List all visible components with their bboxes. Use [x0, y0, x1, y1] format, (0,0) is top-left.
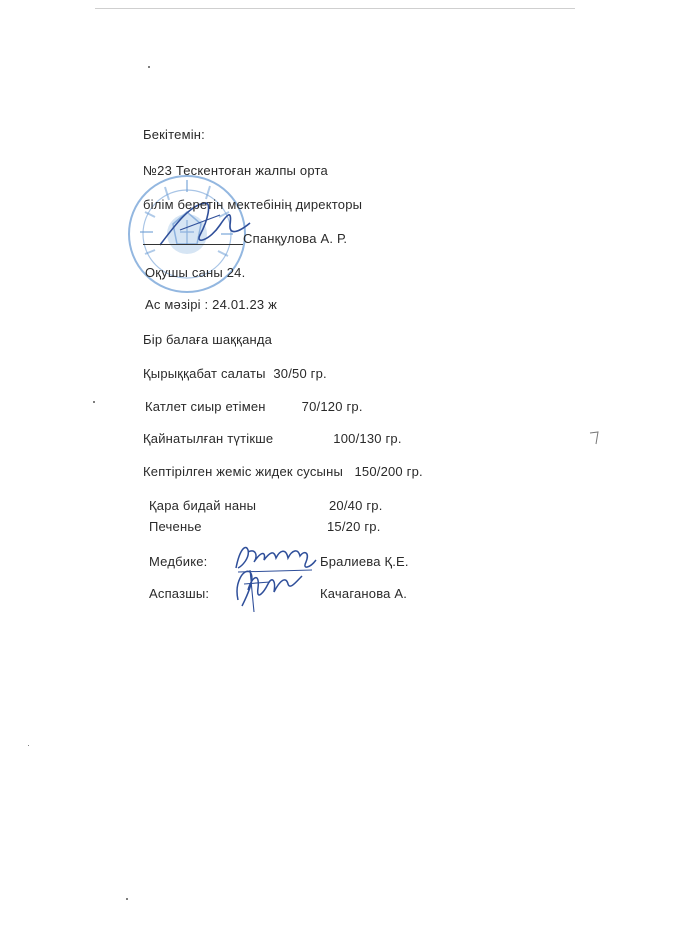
nurse-label: Медбике:: [149, 554, 208, 569]
director-name: Спанқулова А. Р.: [243, 231, 348, 246]
cook-name: Качаганова А.: [320, 586, 408, 601]
menu-item-name: Катлет сиыр етімен: [145, 399, 266, 414]
menu-item-name: Кептірілген жеміс жидек сусыны: [143, 464, 344, 479]
scan-dot: [148, 66, 150, 68]
school-line-2: білім беретін мектебінің директоры: [143, 197, 363, 212]
scan-dot: [28, 745, 29, 746]
menu-item: [143, 431, 402, 446]
menu-item: [149, 519, 381, 534]
menu-item-portion: 70/120 гр.: [301, 399, 363, 414]
director-line: [143, 231, 347, 246]
menu-item-name: Печенье: [149, 519, 202, 534]
menu-item-name: Қырыққабат салаты: [143, 366, 266, 381]
menu-item: [143, 464, 423, 479]
menu-item-portion: 150/200 гр.: [354, 464, 423, 479]
per-child-label: Бір балаға шаққанда: [143, 332, 273, 347]
scan-mark-icon: [588, 430, 602, 446]
scan-dot: [126, 898, 128, 900]
scan-dot: [93, 401, 95, 403]
signature-blank: [143, 244, 243, 245]
menu-date: Ас мәзірі : 24.01.23 ж: [145, 297, 278, 312]
menu-item-portion: 15/20 гр.: [327, 519, 381, 534]
cook-signature-icon: [230, 562, 310, 618]
menu-item-portion: 20/40 гр.: [329, 498, 383, 513]
cook-label: Аспазшы:: [149, 586, 210, 601]
approve-label: Бекітемін:: [143, 127, 205, 142]
menu-item-name: Қара бидай наны: [149, 498, 257, 513]
school-line-1: №23 Тескентоған жалпы орта: [143, 163, 328, 178]
menu-item-portion: 100/130 гр.: [333, 431, 402, 446]
menu-item: [143, 366, 327, 381]
nurse-name: Бралиева Қ.Е.: [320, 554, 409, 569]
students-count: Оқушы саны 24.: [145, 265, 246, 280]
top-edge-line: [95, 8, 575, 9]
menu-item: [145, 399, 363, 414]
menu-item-name: Қайнатылған түтікше: [143, 431, 274, 446]
menu-item-portion: 30/50 гр.: [273, 366, 327, 381]
menu-item: [149, 498, 383, 513]
